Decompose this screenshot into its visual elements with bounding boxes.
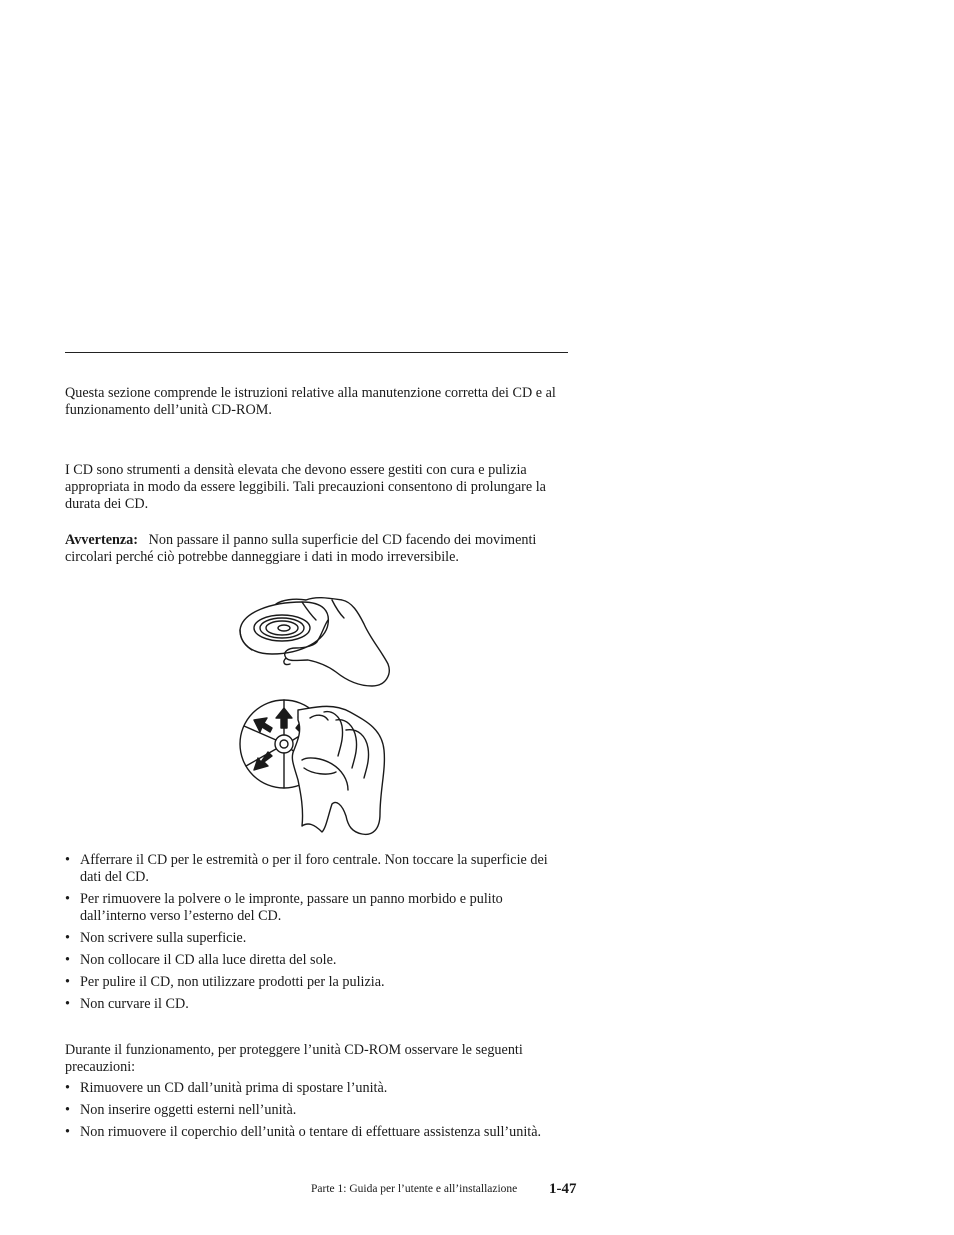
cd-cleaning-drawing — [232, 590, 407, 842]
intro-paragraph: Questa sezione comprende le istruzioni relative alla manutenzione corretta dei CD e al funzionamento dell’unità CD-ROM. — [65, 385, 556, 418]
warning-paragraph — [65, 532, 570, 566]
page-number: 1-47 — [549, 1181, 577, 1197]
cd-handling-paragraph: I CD sono strumenti a densità elevata che devono essere gestiti con cura e pulizia appropriata in modo da essere leggibili. Tali precauzioni consentono di prolungare la durata dei CD. — [65, 462, 546, 512]
hand-holding-cd-drawing — [240, 598, 389, 686]
cd-care-bullet-list — [65, 852, 570, 1018]
hand-wiping-cd-drawing — [240, 700, 384, 834]
drive-care-bullet-list — [65, 1080, 570, 1146]
list-item: • Non curvare il CD. — [65, 996, 570, 1013]
page-footer-text: Parte 1: Guida per l’utente e all’installazione — [311, 1183, 518, 1195]
cd-handling-illustration — [232, 590, 407, 842]
list-item: • Rimuovere un CD dall’unità prima di spostare l’unità. — [65, 1080, 570, 1097]
list-item: • Afferrare il CD per le estremità o per il foro centrale. Non toccare la superficie dei dati del CD. — [65, 852, 570, 886]
warning-text: Non passare il panno sulla superficie del CD facendo dei movimenti circolari perché ciò potrebbe danneggiare i dati in modo irreversibile. — [65, 532, 537, 565]
warning-label: Avvertenza: — [65, 532, 139, 548]
list-item: • Per pulire il CD, non utilizzare prodotti per la pulizia. — [65, 974, 570, 991]
list-item: • Non collocare il CD alla luce diretta del sole. — [65, 952, 570, 969]
drive-care-paragraph: Durante il funzionamento, per proteggere l’unità CD-ROM osservare le seguenti precauzioni: — [65, 1042, 523, 1075]
section-divider — [65, 352, 568, 353]
list-item: • Per rimuovere la polvere o le impronte, passare un panno morbido e pulito dall’interno verso l’esterno del CD. — [65, 891, 570, 925]
list-item: • Non rimuovere il coperchio dell’unità o tentare di effettuare assistenza sull’unità. — [65, 1124, 570, 1141]
list-item: • Non scrivere sulla superficie. — [65, 930, 570, 947]
list-item: • Non inserire oggetti esterni nell’unità. — [65, 1102, 570, 1119]
